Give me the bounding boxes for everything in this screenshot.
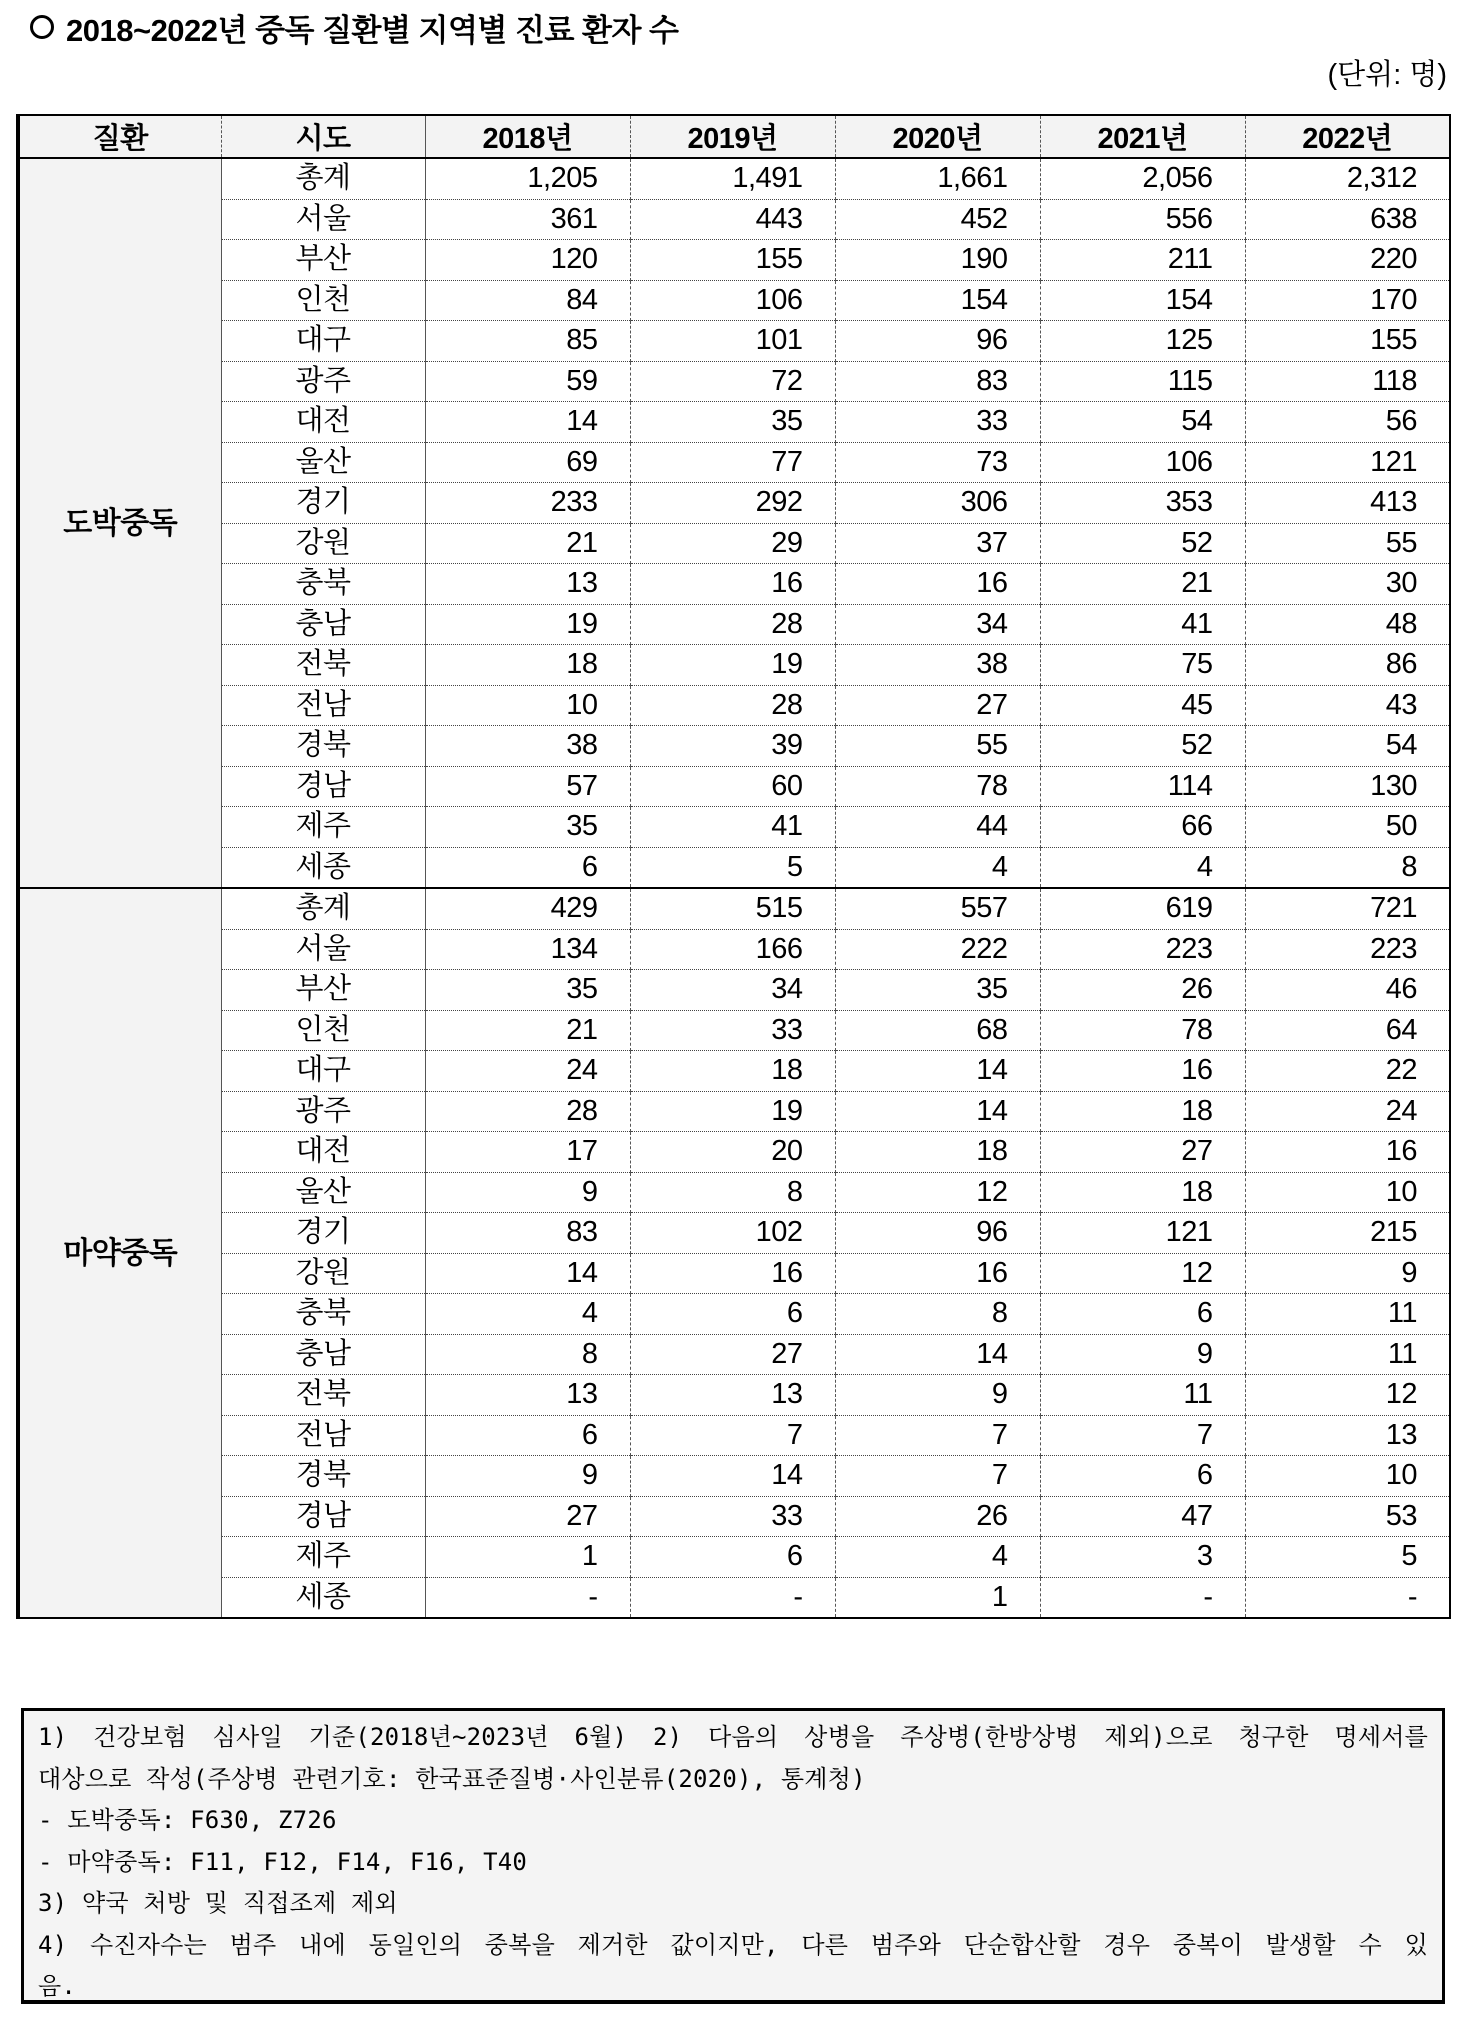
value-cell: 619 <box>1040 888 1245 929</box>
table-row <box>18 847 1450 888</box>
table-row <box>18 442 1450 483</box>
value-cell: 28 <box>630 604 835 645</box>
value-cell: 11 <box>1245 1294 1450 1335</box>
value-cell: 14 <box>835 1334 1040 1375</box>
value-cell: 11 <box>1245 1334 1450 1375</box>
footnote-line: - 마약중독: F11, F12, F14, F16, T40 <box>38 1847 528 1876</box>
table-row <box>18 929 1450 970</box>
value-cell: 114 <box>1040 766 1245 807</box>
value-cell: 64 <box>1245 1010 1450 1051</box>
value-cell: 30 <box>1245 564 1450 605</box>
table-row <box>18 321 1450 362</box>
value-cell: 48 <box>1245 604 1450 645</box>
value-cell: 1 <box>835 1577 1040 1618</box>
value-cell: 4 <box>1040 847 1245 888</box>
region-cell: 세종 <box>221 847 425 888</box>
table-row <box>18 1415 1450 1456</box>
table-row <box>18 645 1450 686</box>
value-cell: 556 <box>1040 199 1245 240</box>
value-cell: - <box>1245 1577 1450 1618</box>
table-row <box>18 604 1450 645</box>
value-cell: 121 <box>1040 1213 1245 1254</box>
region-cell: 대전 <box>221 1132 425 1173</box>
value-cell: 292 <box>630 483 835 524</box>
region-cell: 전남 <box>221 685 425 726</box>
value-cell: 28 <box>630 685 835 726</box>
value-cell: 4 <box>835 847 1040 888</box>
value-cell: 6 <box>1040 1456 1245 1497</box>
value-cell: 57 <box>425 766 630 807</box>
value-cell: 26 <box>1040 970 1245 1011</box>
region-cell: 충북 <box>221 564 425 605</box>
value-cell: 106 <box>630 280 835 321</box>
region-cell: 서울 <box>221 929 425 970</box>
header-disease: 질환 <box>18 115 221 158</box>
value-cell: 10 <box>1245 1172 1450 1213</box>
table-row <box>18 1132 1450 1173</box>
value-cell: 33 <box>630 1496 835 1537</box>
table-row <box>18 483 1450 524</box>
value-cell: 72 <box>630 361 835 402</box>
table-row <box>18 158 1450 199</box>
value-cell: 78 <box>1040 1010 1245 1051</box>
table-row <box>18 685 1450 726</box>
value-cell: 223 <box>1245 929 1450 970</box>
table-row <box>18 1051 1450 1092</box>
value-cell: 5 <box>630 847 835 888</box>
region-cell: 부산 <box>221 970 425 1011</box>
region-cell: 경기 <box>221 483 425 524</box>
value-cell: 134 <box>425 929 630 970</box>
value-cell: 8 <box>1245 847 1450 888</box>
value-cell: 361 <box>425 199 630 240</box>
value-cell: 9 <box>1040 1334 1245 1375</box>
region-cell: 전남 <box>221 1415 425 1456</box>
value-cell: 52 <box>1040 523 1245 564</box>
value-cell: 443 <box>630 199 835 240</box>
table-row <box>18 240 1450 281</box>
value-cell: 50 <box>1245 807 1450 848</box>
value-cell: 233 <box>425 483 630 524</box>
value-cell: 14 <box>425 1253 630 1294</box>
region-cell: 세종 <box>221 1577 425 1618</box>
table-row <box>18 1213 1450 1254</box>
value-cell: 7 <box>630 1415 835 1456</box>
value-cell: 38 <box>835 645 1040 686</box>
value-cell: 9 <box>835 1375 1040 1416</box>
table-row <box>18 280 1450 321</box>
region-cell: 강원 <box>221 1253 425 1294</box>
value-cell: 6 <box>425 847 630 888</box>
footnote-line: 4) 수진자수는 범주 내에 동일인의 중복을 제거한 값이지만, 다른 범주와 단순합산할 경우 중복이 발생할 수 있 <box>38 1930 1428 1959</box>
value-cell: 54 <box>1040 402 1245 443</box>
value-cell: 83 <box>425 1213 630 1254</box>
value-cell: - <box>630 1577 835 1618</box>
disease-cell: 마약중독 <box>18 888 221 1618</box>
table-row <box>18 1577 1450 1618</box>
patients-table <box>16 114 1451 1619</box>
value-cell: 11 <box>1040 1375 1245 1416</box>
value-cell: 4 <box>425 1294 630 1335</box>
value-cell: 106 <box>1040 442 1245 483</box>
value-cell: 101 <box>630 321 835 362</box>
header-2021: 2021년 <box>1040 115 1245 158</box>
value-cell: 55 <box>835 726 1040 767</box>
value-cell: 154 <box>1040 280 1245 321</box>
value-cell: 1,205 <box>425 158 630 199</box>
value-cell: 13 <box>630 1375 835 1416</box>
value-cell: 20 <box>630 1132 835 1173</box>
footnote-line: - 도박중독: F630, Z726 <box>38 1806 337 1834</box>
footnote-line: 대상으로 작성(주상병 관련기호: 한국표준질병·사인분류(2020), 통계청) <box>38 1764 866 1793</box>
value-cell: 215 <box>1245 1213 1450 1254</box>
header-row <box>18 115 1450 158</box>
value-cell: 6 <box>1040 1294 1245 1335</box>
value-cell: 515 <box>630 888 835 929</box>
value-cell: - <box>425 1577 630 1618</box>
value-cell: 13 <box>1245 1415 1450 1456</box>
disease-cell: 도박중독 <box>18 158 221 888</box>
value-cell: 21 <box>425 1010 630 1051</box>
value-cell: 27 <box>425 1496 630 1537</box>
value-cell: 638 <box>1245 199 1450 240</box>
value-cell: 19 <box>630 645 835 686</box>
value-cell: 120 <box>425 240 630 281</box>
value-cell: 353 <box>1040 483 1245 524</box>
table-row <box>18 564 1450 605</box>
table-row <box>18 888 1450 929</box>
value-cell: 7 <box>835 1415 1040 1456</box>
value-cell: 222 <box>835 929 1040 970</box>
table-row <box>18 970 1450 1011</box>
value-cell: 16 <box>1040 1051 1245 1092</box>
region-cell: 충남 <box>221 1334 425 1375</box>
value-cell: 1,661 <box>835 158 1040 199</box>
value-cell: 9 <box>425 1456 630 1497</box>
value-cell: 96 <box>835 321 1040 362</box>
value-cell: 84 <box>425 280 630 321</box>
value-cell: 73 <box>835 442 1040 483</box>
region-cell: 울산 <box>221 1172 425 1213</box>
value-cell: 306 <box>835 483 1040 524</box>
value-cell: 130 <box>1245 766 1450 807</box>
value-cell: 34 <box>835 604 1040 645</box>
header-region: 시도 <box>221 115 425 158</box>
value-cell: 1 <box>425 1537 630 1578</box>
value-cell: 12 <box>1040 1253 1245 1294</box>
value-cell: 44 <box>835 807 1040 848</box>
value-cell: 86 <box>1245 645 1450 686</box>
table-row <box>18 1172 1450 1213</box>
value-cell: 24 <box>1245 1091 1450 1132</box>
region-cell: 대전 <box>221 402 425 443</box>
value-cell: 14 <box>835 1091 1040 1132</box>
value-cell: 16 <box>1245 1132 1450 1173</box>
value-cell: 3 <box>1040 1537 1245 1578</box>
value-cell: 39 <box>630 726 835 767</box>
value-cell: 69 <box>425 442 630 483</box>
table-row <box>18 1537 1450 1578</box>
table-row <box>18 766 1450 807</box>
value-cell: 35 <box>425 970 630 1011</box>
value-cell: 14 <box>425 402 630 443</box>
value-cell: 18 <box>630 1051 835 1092</box>
header-2019: 2019년 <box>630 115 835 158</box>
region-cell: 경남 <box>221 1496 425 1537</box>
value-cell: 1,491 <box>630 158 835 199</box>
value-cell: 721 <box>1245 888 1450 929</box>
value-cell: 43 <box>1245 685 1450 726</box>
value-cell: 18 <box>1040 1091 1245 1132</box>
value-cell: 8 <box>835 1294 1040 1335</box>
value-cell: 78 <box>835 766 1040 807</box>
value-cell: 2,056 <box>1040 158 1245 199</box>
region-cell: 서울 <box>221 199 425 240</box>
value-cell: 9 <box>1245 1253 1450 1294</box>
region-cell: 경북 <box>221 726 425 767</box>
value-cell: 18 <box>1040 1172 1245 1213</box>
value-cell: 6 <box>630 1294 835 1335</box>
value-cell: 33 <box>835 402 1040 443</box>
value-cell: 45 <box>1040 685 1245 726</box>
header-2018: 2018년 <box>425 115 630 158</box>
value-cell: 68 <box>835 1010 1040 1051</box>
value-cell: 10 <box>425 685 630 726</box>
table-row <box>18 1375 1450 1416</box>
value-cell: 24 <box>425 1051 630 1092</box>
value-cell: 452 <box>835 199 1040 240</box>
value-cell: 27 <box>835 685 1040 726</box>
value-cell: 19 <box>630 1091 835 1132</box>
region-cell: 전북 <box>221 645 425 686</box>
region-cell: 경북 <box>221 1456 425 1497</box>
value-cell: 66 <box>1040 807 1245 848</box>
value-cell: 7 <box>1040 1415 1245 1456</box>
value-cell: 19 <box>425 604 630 645</box>
value-cell: 75 <box>1040 645 1245 686</box>
footnotes-box <box>21 1708 1445 2004</box>
footnote-line: 3) 약국 처방 및 직접조제 제외 <box>38 1889 398 1917</box>
value-cell: 5 <box>1245 1537 1450 1578</box>
value-cell: 16 <box>630 564 835 605</box>
value-cell: 21 <box>1040 564 1245 605</box>
region-cell: 강원 <box>221 523 425 564</box>
table-row <box>18 1334 1450 1375</box>
region-cell: 울산 <box>221 442 425 483</box>
value-cell: 154 <box>835 280 1040 321</box>
table-row <box>18 1456 1450 1497</box>
table-row <box>18 726 1450 767</box>
table-row <box>18 1091 1450 1132</box>
value-cell: 18 <box>835 1132 1040 1173</box>
region-cell: 전북 <box>221 1375 425 1416</box>
region-cell: 충북 <box>221 1294 425 1335</box>
region-cell: 총계 <box>221 888 425 929</box>
value-cell: 10 <box>1245 1456 1450 1497</box>
value-cell: 190 <box>835 240 1040 281</box>
value-cell: 41 <box>630 807 835 848</box>
value-cell: 6 <box>630 1537 835 1578</box>
footnote-line: 음. <box>38 1972 77 2000</box>
region-cell: 대구 <box>221 321 425 362</box>
value-cell: 17 <box>425 1132 630 1173</box>
region-cell: 경남 <box>221 766 425 807</box>
table-row <box>18 1294 1450 1335</box>
footnote-line: 1) 건강보험 심사일 기준(2018년~2023년 6월) 2) 다음의 상병을 주상병(한방상병 제외)으로 청구한 명세서를 <box>38 1723 1428 1751</box>
value-cell: 8 <box>425 1334 630 1375</box>
region-cell: 총계 <box>221 158 425 199</box>
value-cell: 211 <box>1040 240 1245 281</box>
value-cell: 35 <box>630 402 835 443</box>
value-cell: 35 <box>835 970 1040 1011</box>
value-cell: 16 <box>835 564 1040 605</box>
region-cell: 제주 <box>221 1537 425 1578</box>
region-cell: 부산 <box>221 240 425 281</box>
value-cell: 12 <box>835 1172 1040 1213</box>
value-cell: 13 <box>425 564 630 605</box>
value-cell: 59 <box>425 361 630 402</box>
region-cell: 광주 <box>221 361 425 402</box>
value-cell: 27 <box>630 1334 835 1375</box>
value-cell: 155 <box>630 240 835 281</box>
value-cell: 22 <box>1245 1051 1450 1092</box>
value-cell: 52 <box>1040 726 1245 767</box>
value-cell: 220 <box>1245 240 1450 281</box>
title-text: 2018~2022년 중독 질환별 지역별 진료 환자 수 <box>66 12 679 48</box>
value-cell: 27 <box>1040 1132 1245 1173</box>
value-cell: 38 <box>425 726 630 767</box>
value-cell: 53 <box>1245 1496 1450 1537</box>
value-cell: 85 <box>425 321 630 362</box>
value-cell: 7 <box>835 1456 1040 1497</box>
value-cell: 34 <box>630 970 835 1011</box>
value-cell: 4 <box>835 1537 1040 1578</box>
value-cell: 13 <box>425 1375 630 1416</box>
table-row <box>18 1496 1450 1537</box>
page-title <box>30 4 678 50</box>
value-cell: 557 <box>835 888 1040 929</box>
value-cell: 37 <box>835 523 1040 564</box>
table-row <box>18 1253 1450 1294</box>
unit-label: (단위: 명) <box>1327 59 1447 91</box>
value-cell: 121 <box>1245 442 1450 483</box>
value-cell: 77 <box>630 442 835 483</box>
value-cell: 9 <box>425 1172 630 1213</box>
value-cell: 429 <box>425 888 630 929</box>
value-cell: 46 <box>1245 970 1450 1011</box>
value-cell: 55 <box>1245 523 1450 564</box>
value-cell: 115 <box>1040 361 1245 402</box>
table-row <box>18 807 1450 848</box>
region-cell: 대구 <box>221 1051 425 1092</box>
value-cell: 16 <box>630 1253 835 1294</box>
value-cell: 18 <box>425 645 630 686</box>
value-cell: 170 <box>1245 280 1450 321</box>
value-cell: 35 <box>425 807 630 848</box>
region-cell: 경기 <box>221 1213 425 1254</box>
table-row <box>18 361 1450 402</box>
value-cell: 12 <box>1245 1375 1450 1416</box>
region-cell: 인천 <box>221 280 425 321</box>
header-2020: 2020년 <box>835 115 1040 158</box>
value-cell: 118 <box>1245 361 1450 402</box>
value-cell: 14 <box>835 1051 1040 1092</box>
value-cell: 8 <box>630 1172 835 1213</box>
value-cell: 125 <box>1040 321 1245 362</box>
circle-bullet-icon <box>30 15 54 39</box>
value-cell: 102 <box>630 1213 835 1254</box>
region-cell: 제주 <box>221 807 425 848</box>
value-cell: 28 <box>425 1091 630 1132</box>
value-cell: 33 <box>630 1010 835 1051</box>
region-cell: 충남 <box>221 604 425 645</box>
value-cell: 413 <box>1245 483 1450 524</box>
value-cell: 47 <box>1040 1496 1245 1537</box>
table-row <box>18 402 1450 443</box>
value-cell: 155 <box>1245 321 1450 362</box>
table-row <box>18 1010 1450 1051</box>
region-cell: 광주 <box>221 1091 425 1132</box>
value-cell: 166 <box>630 929 835 970</box>
value-cell: 223 <box>1040 929 1245 970</box>
value-cell: 41 <box>1040 604 1245 645</box>
value-cell: 29 <box>630 523 835 564</box>
value-cell: 14 <box>630 1456 835 1497</box>
value-cell: 6 <box>425 1415 630 1456</box>
value-cell: 21 <box>425 523 630 564</box>
value-cell: 16 <box>835 1253 1040 1294</box>
value-cell: - <box>1040 1577 1245 1618</box>
value-cell: 26 <box>835 1496 1040 1537</box>
value-cell: 96 <box>835 1213 1040 1254</box>
value-cell: 83 <box>835 361 1040 402</box>
value-cell: 56 <box>1245 402 1450 443</box>
value-cell: 2,312 <box>1245 158 1450 199</box>
value-cell: 60 <box>630 766 835 807</box>
region-cell: 인천 <box>221 1010 425 1051</box>
table-row <box>18 199 1450 240</box>
table-row <box>18 523 1450 564</box>
value-cell: 54 <box>1245 726 1450 767</box>
header-2022: 2022년 <box>1245 115 1450 158</box>
